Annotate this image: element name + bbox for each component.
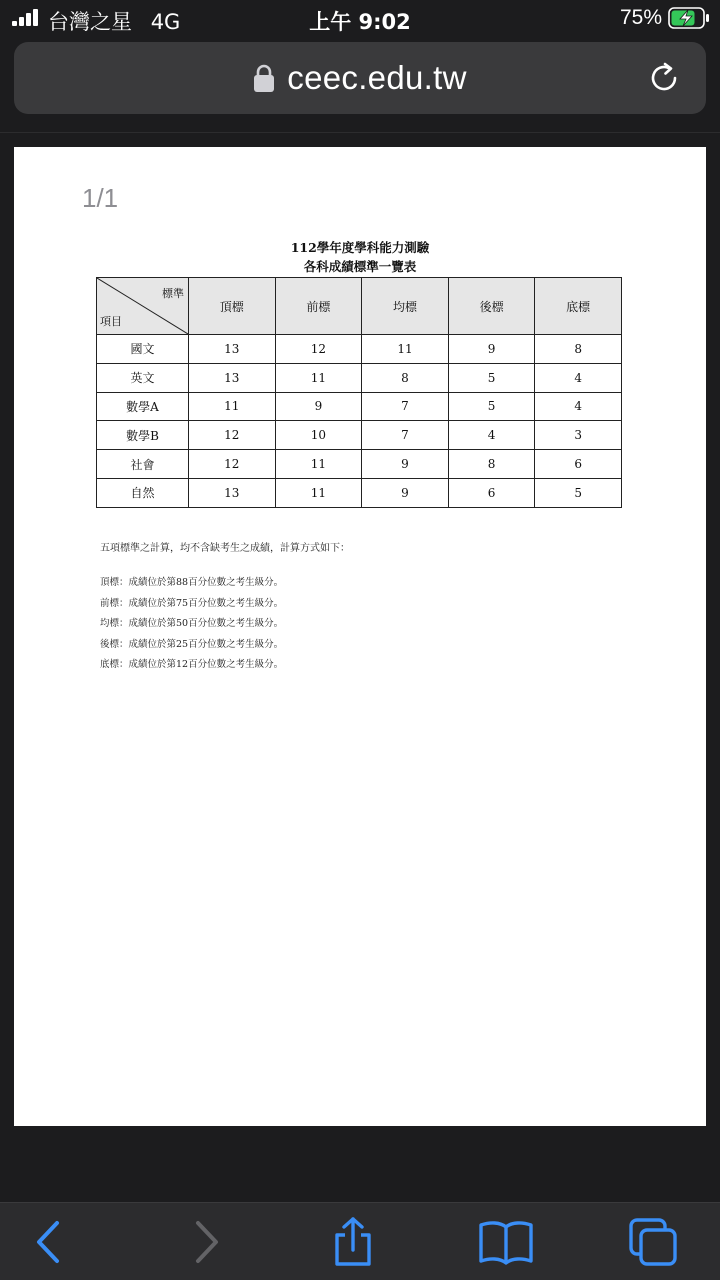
corner-label-standard: 標準 xyxy=(162,287,184,300)
subject-cell: 自然 xyxy=(97,478,189,507)
note-line: 底標：成績位於第12百分位數之考生級分。 xyxy=(100,659,284,670)
document-subtitle: 各科成績標準一覽表 xyxy=(303,259,417,274)
note-line: 後標：成績位於第25百分位數之考生級分。 xyxy=(100,639,284,650)
score-cell: 12 xyxy=(189,421,276,450)
column-header: 前標 xyxy=(275,278,362,335)
score-cell: 5 xyxy=(448,363,535,392)
document-title: 112學年度學科能力測驗 xyxy=(290,240,430,255)
score-cell: 10 xyxy=(275,421,362,450)
column-header: 底標 xyxy=(535,278,622,335)
score-cell: 7 xyxy=(362,421,449,450)
score-cell: 12 xyxy=(275,335,362,364)
chevron-left-icon[interactable] xyxy=(25,1217,75,1267)
score-cell: 13 xyxy=(189,363,276,392)
share-icon[interactable] xyxy=(328,1217,378,1267)
url-text[interactable]: ceec.edu.tw xyxy=(287,59,467,96)
tabs-icon[interactable] xyxy=(628,1217,678,1267)
table-row xyxy=(97,335,622,364)
battery-charging-icon xyxy=(668,7,710,29)
url-display[interactable] xyxy=(14,42,706,114)
grade-standards-table xyxy=(96,277,622,508)
score-cell: 4 xyxy=(535,363,622,392)
score-cell: 9 xyxy=(448,335,535,364)
score-cell: 12 xyxy=(189,450,276,479)
subject-cell: 數學A xyxy=(97,392,189,421)
book-icon[interactable] xyxy=(478,1217,534,1267)
note-line: 頂標：成績位於第88百分位數之考生級分。 xyxy=(100,577,284,588)
table-header-row xyxy=(97,278,622,335)
score-cell: 13 xyxy=(189,478,276,507)
score-cell: 6 xyxy=(535,450,622,479)
score-cell: 7 xyxy=(362,392,449,421)
carrier-name: 台灣之星 xyxy=(48,10,132,34)
score-cell: 11 xyxy=(275,450,362,479)
subject-cell: 社會 xyxy=(97,450,189,479)
table-row xyxy=(97,421,622,450)
score-cell: 9 xyxy=(275,392,362,421)
table-row xyxy=(97,363,622,392)
score-cell: 11 xyxy=(189,392,276,421)
score-cell: 4 xyxy=(535,392,622,421)
reload-icon[interactable] xyxy=(646,60,682,96)
chevron-right-icon[interactable] xyxy=(180,1217,230,1267)
table-row xyxy=(97,450,622,479)
note-line: 均標：成績位於第50百分位數之考生級分。 xyxy=(100,618,284,629)
score-cell: 11 xyxy=(362,335,449,364)
column-header: 頂標 xyxy=(189,278,276,335)
pdf-page[interactable] xyxy=(14,147,706,1126)
score-cell: 4 xyxy=(448,421,535,450)
score-cell: 5 xyxy=(448,392,535,421)
battery-percent: 75% xyxy=(619,6,662,29)
score-cell: 8 xyxy=(362,363,449,392)
score-cell: 13 xyxy=(189,335,276,364)
status-bar xyxy=(0,0,720,36)
score-cell: 8 xyxy=(535,335,622,364)
corner-label-item: 項目 xyxy=(100,315,122,328)
status-time: 上午 9:02 xyxy=(309,10,411,34)
score-cell: 9 xyxy=(362,450,449,479)
score-cell: 3 xyxy=(535,421,622,450)
score-cell: 11 xyxy=(275,363,362,392)
notes-intro: 五項標準之計算，均不含缺考生之成績，計算方式如下： xyxy=(100,543,350,554)
column-header: 後標 xyxy=(448,278,535,335)
bottom-toolbar xyxy=(0,1202,720,1280)
address-bar[interactable] xyxy=(14,42,706,114)
table-row xyxy=(97,392,622,421)
subject-cell: 數學B xyxy=(97,421,189,450)
score-cell: 5 xyxy=(535,478,622,507)
score-cell: 6 xyxy=(448,478,535,507)
score-cell: 8 xyxy=(448,450,535,479)
lock-icon xyxy=(253,63,275,93)
score-cell: 11 xyxy=(275,478,362,507)
divider xyxy=(0,132,720,133)
table-corner-cell xyxy=(97,278,189,335)
column-header: 均標 xyxy=(362,278,449,335)
note-line: 前標：成績位於第75百分位數之考生級分。 xyxy=(100,598,284,609)
subject-cell: 英文 xyxy=(97,363,189,392)
score-cell: 9 xyxy=(362,478,449,507)
network-type: 4G xyxy=(150,10,181,34)
subject-cell: 國文 xyxy=(97,335,189,364)
page-indicator: 1/1 xyxy=(82,183,119,213)
table-row xyxy=(97,478,622,507)
